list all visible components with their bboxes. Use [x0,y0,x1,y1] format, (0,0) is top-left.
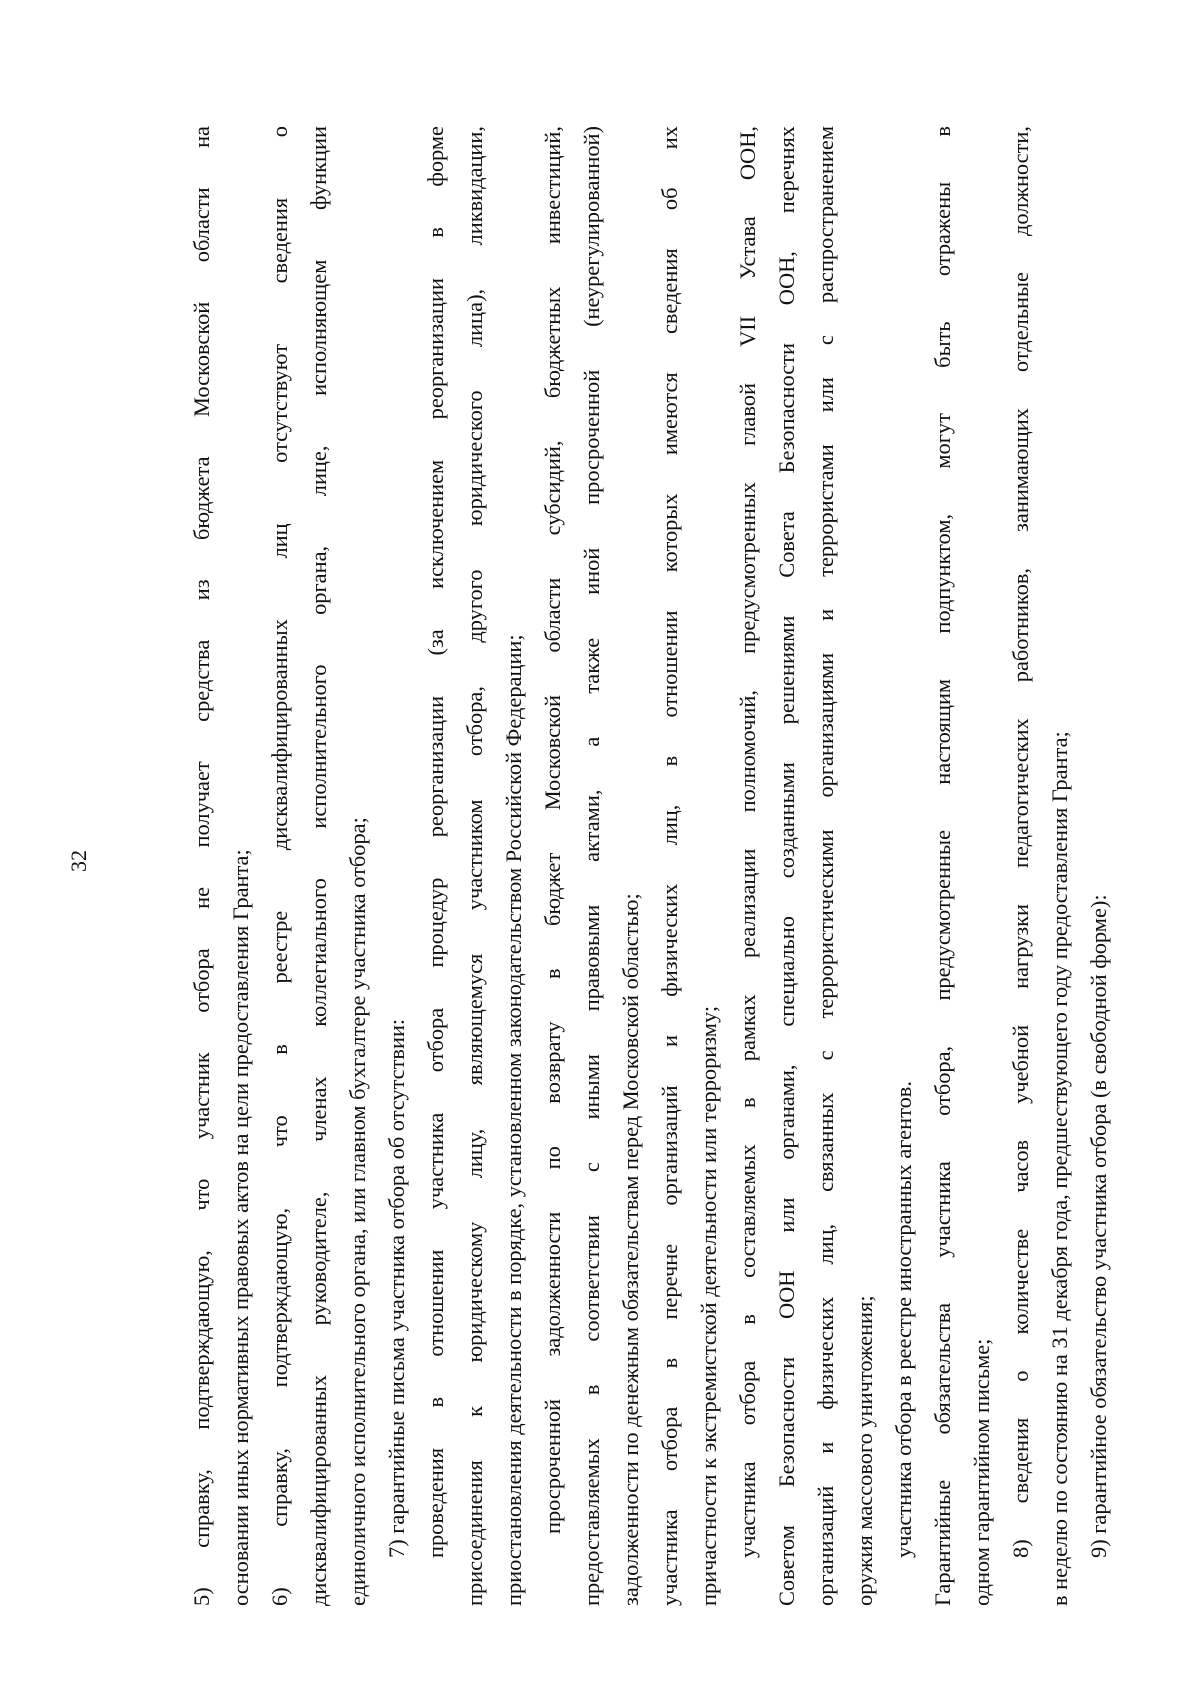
text-line: Гарантийные обязательства участника отбора, предусмотренные настоящим подпунктом, могут быть отражены в [930,126,955,1606]
text-line: присоединения к юридическому лицу, являющемуся участником отбора, другого юридического лица), ликвидации, [462,126,487,1606]
text-line: причастности к экстремистской деятельности или терроризму; [696,1005,721,1606]
text-line: просроченной задолженности по возврату в бюджет Московской области субсидий, бюджетных инвестиций, [540,126,565,1534]
text-line: участника отбора в составляемых в рамках реализации полномочий, предусмотренных главой VII Устава ООН, [735,126,760,1558]
text-line: 7) гарантийные письма участника отбора об отсутствии: [384,1018,409,1558]
text-line: в неделю по состоянию на 31 декабря года, предшествующего году предоставления Гранта; [1047,731,1072,1606]
page-number: 32 [66,850,91,872]
rotated-text-block [182,126,1111,1606]
text-line: Советом Безопасности ООН или органами, специально созданными решениями Совета Безопасности ООН, перечнях [774,126,799,1606]
text-line: предоставляемых в соответствии с иными правовыми актами, а также иной просроченной (неурегулированной) [579,126,604,1606]
text-line: 5) справку, подтверждающую, что участник отбора не получает средства из бюджета Московской области на [189,126,214,1606]
text-line: единоличного исполнительного органа, или главном бухгалтере участника отбора; [345,817,370,1606]
text-line: приостановления деятельности в порядке, установленном законодательством Российской Федерации; [501,634,526,1606]
text-line: 8) сведения о количестве часов учебной нагрузки педагогических работников, занимающих отдельные должности, [1008,126,1033,1558]
text-line: задолженности по денежным обязательствам перед Московской областью; [618,893,643,1606]
text-line: оружия массового уничтожения; [852,1295,877,1606]
text-line: одном гарантийном письме; [969,1338,994,1606]
text-line: участника отбора в перечне организаций и физических лиц, в отношении которых имеются сведения об их [657,126,682,1606]
text-line: 6) справку, подтверждающую, что в реестре дисквалифицированных лиц отсутствуют сведения о [267,126,292,1606]
text-line: 9) гарантийное обязательство участника отбора (в свободной форме): [1086,894,1111,1558]
text-line: основании иных нормативных правовых актов на цели предоставления Гранта; [228,849,253,1606]
text-line: участника отбора в реестре иностранных агентов. [891,1081,916,1558]
text-line: проведения в отношении участника отбора процедур реорганизации (за исключением реорганизации в форме [423,126,448,1558]
text-line: организаций и физических лиц, связанных с террористическими организациями и террористами или с распространением [813,126,838,1606]
text-line: дисквалифицированных руководителе, членах коллегиального исполнительного органа, лице, исполняющем функции [306,126,331,1606]
